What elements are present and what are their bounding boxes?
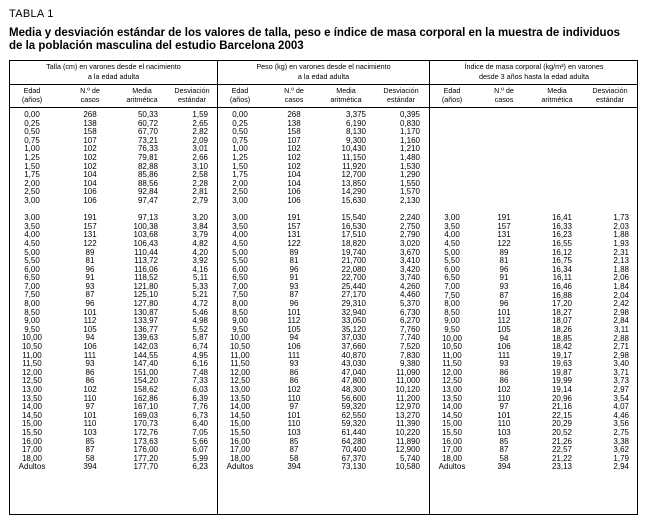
imc-desv-column: 1,73 2,03 1,88 1,93 2,31 2,13 1,88 2,06 1,84 2,04 2,42 2,98 2,84 3,11 2,88 2,71 2,98 3,40 3,71 3,73 2,97 3,54 4,07 4,46 3,56 2,75 3,38 3,62 1,79 2,94 [613,213,629,472]
subheader-peso-desv: Desviación estándar [383,86,419,104]
title-line-2: de la población masculina del estudio Barcelona 2003 [9,40,304,52]
talla-n-column: 268 138 158 107 102 102 102 104 104 106 106 191 157 131 122 89 81 96 91 93 87 96 101 112 105 94 106 111 93 86 86 102 110 97 101 110 103 85 87 58 394 [83,110,97,472]
group-header-peso: Peso (kg) en varones desde el nacimiento a la edad adulta [256,62,391,81]
peso-n-column: 268 138 158 107 102 102 102 104 104 106 106 191 157 131 122 89 81 96 91 93 87 96 101 112 105 94 106 111 93 86 86 102 110 97 101 110 103 85 87 58 394 [287,110,301,472]
subheader-talla-n: N.º de casos [80,86,100,104]
data-table [9,60,638,515]
subheader-talla-media: Media aritmética [126,86,158,104]
subheader-imc-media: Media aritmética [541,86,573,104]
group-header-imc: Índice de masa corporal (kg/m²) en varones desde 3 años hasta la edad adulta [464,62,604,81]
subheader-talla-desv: Desviación estándar [174,86,210,104]
subheader-talla-edad: Edad (años) [21,86,43,104]
subheader-peso-media: Media aritmética [330,86,362,104]
talla-desv-column: 1,59 2,65 2,82 2,09 3,01 2,66 3,10 2,58 2,28 2,81 2,79 3,20 3,84 3,79 4,82 4,20 3,92 4,16 5,11 5,33 5,21 4,72 5,46 4,98 5,52 5,87 6,74 4,95 6,16 7,48 7,33 6,03 6,39 7,76 6,73 6,40 7,05 5,66 6,07 5,99 6,23 [192,110,208,472]
imc-media-column: 16,41 16,33 16,23 16,55 16,12 16,75 16,34 16,11 16,46 16,88 17,20 18,27 18,07 18,26 18,85 18,42 19,17 19,63 19,87 19,99 19,14 20,96 21,16 22,15 20,29 20,52 21,26 22,57 21,22 23,13 [551,213,572,472]
group-header-talla: Talla (cm) en varones desde el nacimiento a la edad adulta [46,62,181,81]
talla-media-column: 50,33 60,72 67,70 73,21 76,33 79,81 82,88 85,86 88,56 92,84 97,47 97,13 100,38 103,68 106,43 110,44 113,72 116,06 118,52 121,80 125,10 127,80 130,87 133,97 136,77 139,63 142,03 144,55 147,40 151,00 154,20 158,62 162,86 167,10 169,03 170,73 172,76 173,63 176,00 177,20 177,70 [133,110,158,472]
imc-edad-column: 3,00 3,50 4,00 4,50 5,00 5,50 6,00 6,50 7,00 7,50 8,00 8,50 9,00 9,50 10,00 10,50 11,00 11,50 12,00 12,50 13,00 13,50 14,00 14,50 15,00 15,50 16,00 17,00 18,00 Adultos [438,213,466,472]
subheader-imc-desv: Desviación estándar [592,86,628,104]
subheader-peso-n: N.º de casos [284,86,304,104]
talla-edad-column: 0,00 0,25 0,50 0,75 1,00 1,25 1,50 1,75 2,00 2,50 3,00 3,00 3,50 4,00 4,50 5,00 5,50 6,00 6,50 7,00 7,50 8,00 8,50 9,00 9,50 10,00 10,50 11,00 11,50 12,00 12,50 13,00 13,50 14,00 14,50 15,00 15,50 16,00 17,00 18,00 Adultos [18,110,46,472]
header-rule-1 [10,84,637,85]
subheader-imc-n: N.º de casos [494,86,514,104]
subheader-peso-edad: Edad (años) [229,86,251,104]
title-line-1: Media y desviación estándar de los valores de talla, peso e índice de masa corporal en la muestra de individuos [9,27,620,39]
table-label: TABLA 1 [9,8,54,20]
peso-desv-column: 0,395 0,830 1,170 1,160 1,210 1,480 1,530 1,290 1,550 1,570 2,130 2,240 2,750 2,790 3,020 3,670 3,410 3,420 3,740 4,260 4,460 5,370 6,730 6,270 7,760 7,740 7,520 7,830 9,380 11,090 11,000 10,120 11,200 12,970 13,270 11,390 10,220 11,890 12,900 5,740 10,580 [395,110,420,472]
peso-media-column: 3,375 6,190 8,130 9,300 10,430 11,150 11,920 12,700 13,850 14,290 15,630 15,540 16,530 17,510 18,820 19,740 21,700 22,080 22,700 25,440 27,170 29,310 32,940 33,050 35,120 37,030 37,660 40,870 43,030 47,040 47,800 48,300 56,600 59,320 62,550 59,320 61,440 64,280 70,400 67,370 73,130 [341,110,366,472]
imc-n-column: 191 157 131 122 89 81 96 91 93 87 96 101 112 105 94 106 111 93 86 86 102 110 97 101 110 103 85 87 58 394 [497,213,511,472]
peso-edad-column: 0,00 0,25 0,50 0,75 1,00 1,25 1,50 1,75 2,00 2,50 3,00 3,00 3,50 4,00 4,50 5,00 5,50 6,00 6,50 7,00 7,50 8,00 8,50 9,00 9,50 10,00 10,50 11,00 11,50 12,00 12,50 13,00 13,50 14,00 14,50 15,00 15,50 16,00 17,00 18,00 Adultos [226,110,254,472]
subheader-imc-edad: Edad (años) [441,86,463,104]
table-title [9,27,639,53]
header-rule-2 [10,107,637,108]
